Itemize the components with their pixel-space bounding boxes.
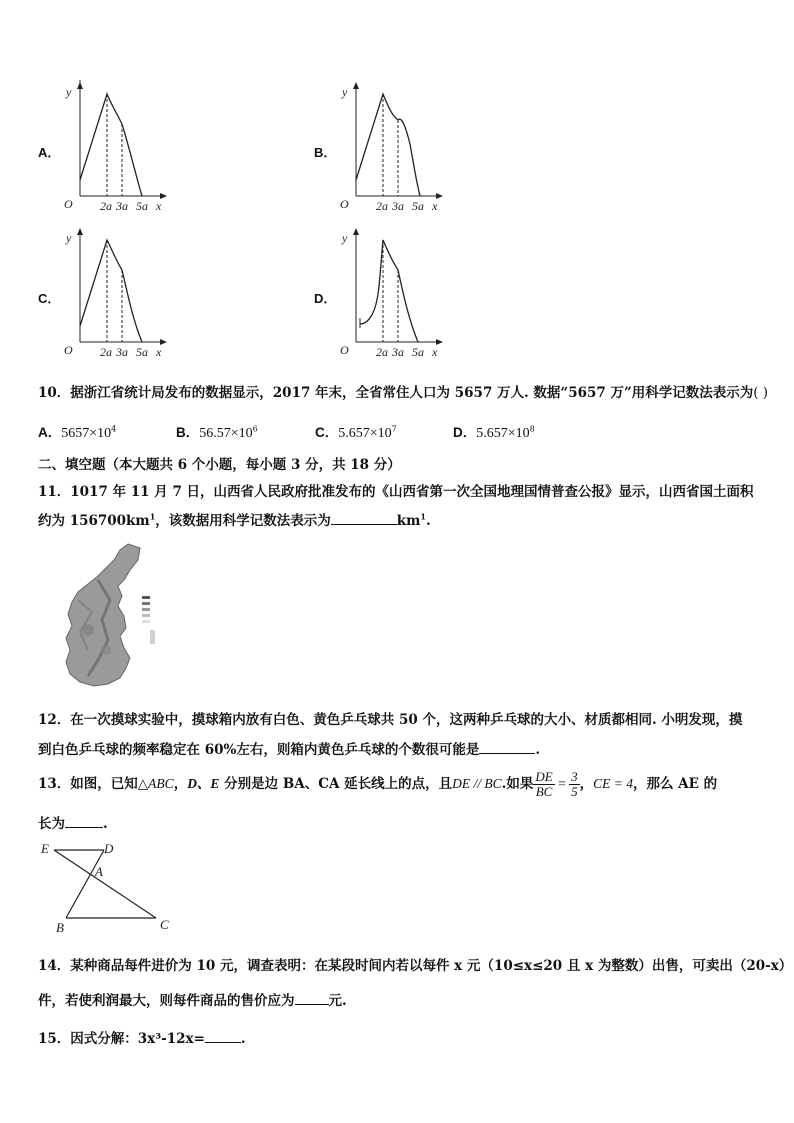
q13-line1: 13．如图，已知△ABC，D、E 分别是边 BA、CA 延长线上的点，且DE // BC.如果 $\frac{DE}{BC}$ = $\frac{3}{5}$ ，CE = 4，那么 AE 的 [38, 769, 718, 799]
y-label: y [66, 85, 72, 99]
origin-label: O [340, 343, 349, 357]
origin-label: O [64, 343, 73, 357]
tick-2a: 2a [376, 345, 388, 359]
tick-3a: 3a [116, 345, 128, 359]
option-c-label: C． [38, 291, 61, 306]
option-b-label: B． [314, 145, 337, 160]
x-label: x [156, 345, 162, 359]
tick-5a: 5a [136, 345, 148, 359]
curve-b [356, 94, 420, 196]
q12-answer-blank[interactable] [479, 741, 535, 754]
option-a-label: A． [38, 145, 61, 160]
q10-choice-a: A．$5657\times 10^4$ [38, 424, 117, 441]
q11-answer-blank[interactable] [331, 512, 397, 525]
tick-3a: 3a [392, 345, 404, 359]
q15-answer-blank[interactable] [205, 1030, 241, 1043]
q13-line2: 长为 . [38, 816, 108, 832]
y-label: y [342, 85, 348, 99]
point-e: E [41, 841, 49, 856]
q14-line2: 件，若使利润最大，则每件商品的售价应为 元. [38, 993, 347, 1009]
section-2-title: 二、填空题（本大题共 6 个小题，每小题 3 分，共 18 分） [38, 457, 401, 473]
point-d: D [104, 841, 114, 856]
x-label: x [432, 345, 438, 359]
q12-line2: 到白色乒乓球的频率稳定在 60%左右，则箱内黄色乒乓球的个数很可能是 . [38, 742, 541, 758]
tick-5a: 5a [136, 199, 148, 213]
x-label: x [432, 199, 438, 213]
curve-a [80, 94, 142, 196]
q13-answer-blank[interactable] [65, 815, 103, 828]
q10-choice-b: B．$56.57\times 10^6$ [176, 424, 258, 441]
curve-d [360, 240, 418, 342]
point-c: C [160, 917, 169, 932]
fraction-3-5: $\frac{3}{5}$ [571, 769, 578, 799]
x-label: x [156, 199, 162, 213]
q14-answer-blank[interactable] [295, 992, 329, 1005]
fraction-de-bc: $\frac{DE}{BC}$ [535, 769, 553, 799]
option-d-label: D． [314, 291, 337, 306]
point-a: A [95, 864, 103, 879]
q12-line1: 12．在一次摸球实验中，摸球箱内放有白色、黄色乒乓球共 50 个，这两种乒乓球的大小、材质都相同. 小明发现，摸 [38, 712, 743, 728]
origin-label: O [64, 197, 73, 211]
triangle-figure [38, 838, 188, 942]
curve-c [80, 240, 142, 342]
q10-paren: ( ) [753, 385, 769, 401]
tick-3a: 3a [392, 199, 404, 213]
q10-text: 10．据浙江省统计局发布的数据显示，2017 年末，全省常住人口为 5657 万人. 数据“5657 万”用科学记数法表示为 [38, 385, 754, 401]
q14-line1: 14．某种商品每件进价为 10 元，调查表明：在某段时间内若以每件 x 元（10≤x≤20 且 x 为整数）出售，可卖出（20-x） [38, 958, 793, 974]
graph-c [60, 226, 170, 365]
origin-label: O [340, 197, 349, 211]
q15-line: 15．因式分解：3x³-12x= . [38, 1031, 246, 1047]
tick-2a: 2a [100, 199, 112, 213]
point-b: B [56, 920, 64, 935]
q10-choice-c: C．$5.657\times 10^7$ [315, 424, 397, 441]
q11-line1: 11．1017 年 11 月 7 日，山西省人民政府批准发布的《山西省第一次全国地理国情普查公报》显示，山西省国土面积 [38, 484, 754, 500]
graph-b [336, 80, 446, 219]
y-label: y [66, 231, 72, 245]
q10-choice-d: D．$5.657\times 10^8$ [453, 424, 535, 441]
q11-line2: 约为 $156700km^1$，该数据用科学记数法表示为 $km^1$. [38, 511, 431, 529]
tick-5a: 5a [412, 345, 424, 359]
shanxi-map-image [58, 540, 162, 696]
graph-d [336, 226, 446, 365]
y-label: y [342, 231, 348, 245]
tick-2a: 2a [100, 345, 112, 359]
tick-2a: 2a [376, 199, 388, 213]
tick-5a: 5a [412, 199, 424, 213]
tick-3a: 3a [116, 199, 128, 213]
q10-stem [38, 381, 768, 401]
graph-a [60, 80, 170, 219]
